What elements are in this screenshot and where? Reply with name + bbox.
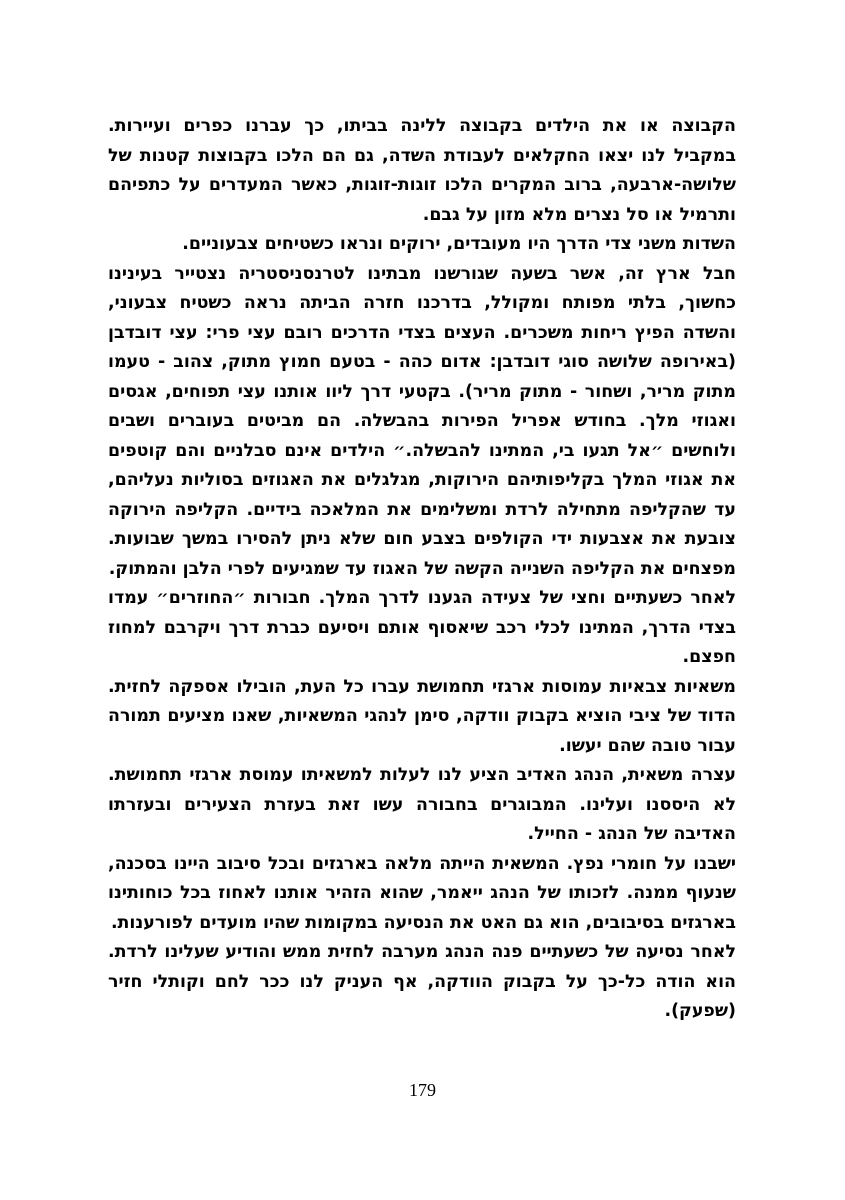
paragraph: משאיות צבאיות עמוסות ארגזי תחמושת עברו כל העת, הובילו אספקה לחזית. הדוד של ציבי הוציא בקבוק וודקה, סימן לנהגי המשאיות, שאנו מציעים תמורה עבור טובה שהם יעשו. <box>108 676 736 756</box>
page-number: 179 <box>409 1080 436 1100</box>
paragraph: לאחר כשעתיים וחצי של צעידה הגענו לדרך המלך. חבורות ״החוזרים״ עמדו בצדי הדרך, המתינו לכלי רכב שיאסוף אותם ויסיעם כברת דרך ויקרבם למחוז חפצם. <box>108 588 736 667</box>
paragraph: השדות משני צדי הדרך היו מעובדים, ירוקים ונראו כשטיחים צבעוניים. <box>182 234 736 254</box>
paragraph: ישבנו על חומרי נפץ. המשאית הייתה מלאה בארגזים ובכל סיבוב היינו בסכנה, שנעוף ממנה. לזכותו של הנהג ייאמר, שהוא הזהיר אותנו לאחוז בכל כוחותינו בארגזים בסיבובים, הוא גם האט את הנסיעה במקומות שהיו מועדים לפורענות. <box>108 853 736 933</box>
paragraph: חבל ארץ זה, אשר בשעה שגורשנו מבתינו לטרנסניסטריה נצטייר בעינינו כחשוך, בלתי מפותח ומקולל, בדרכנו חזרה הביתה נראה כשטיח צבעוני, והשדה הפיץ ריחות משכרים. העצים בצדי הדרכים רובם עצי פרי: עצי דובדבן (באירופה שלושה סוגי דובדבן: אדום כהה - בטעם חמוץ מתוק, צהוב - טעמו מתוק מריר, ושחור - מתוק מריר). בקטעי דרך ליוו אותנו עצי תפוחים, אגסים ואגוזי מלך. בחודש אפריל הפירות בהבשלה. הם מביטים בעוברים ושבים ולוחשים ״אל תגעו בי, המתינו להבשלה.״ הילדים אינם סבלניים והם קוטפים את אגוזי המלך בקליפותיהם הירוקות, מגלגלים את האגוזים בסוליות נעליהם, עד שהקליפה מתחילה לרדת ומשלימים את המלאכה בידיים. הקליפה הירוקה צובעת את אצבעות ידי הקולפים בצבע חום שלא ניתן להסירו במשך שבועות. מפצחים את הקליפה השנייה הקשה של האגוז עד שמגיעים לפרי הלבן והמתוק. <box>108 263 736 579</box>
paragraph: הקבוצה או את הילדים בקבוצה ללינה בביתו, כך עברנו כפרים ועיירות. במקביל לנו יצאו החקלאים לעבודת השדה, גם הם הלכו בקבוצות קטנות של שלושה-ארבעה, ברוב המקרים הלכו זוגות-זוגות, כאשר המעדרים על כתפיהם ותרמיל או סל נצרים מלא מזון על גבם. <box>108 116 736 225</box>
paragraph: לאחר נסיעה של כשעתיים פנה הנהג מערבה לחזית ממש והודיע שעלינו לרדת. הוא הודה כל-כך על בקבוק הוודקה, אף העניק לנו ככר לחם וקותלי חזיר (שפעק). <box>108 942 736 1021</box>
body-text <box>108 112 736 1027</box>
paragraph: עצרה משאית, הנהג האדיב הציע לנו לעלות למשאיתו עמוסת ארגזי תחמושת. לא היססנו ועלינו. המבוגרים בחבורה עשו זאת בעזרת הצעירים ובעזרתו האדיבה של הנהג - החייל. <box>108 765 736 844</box>
